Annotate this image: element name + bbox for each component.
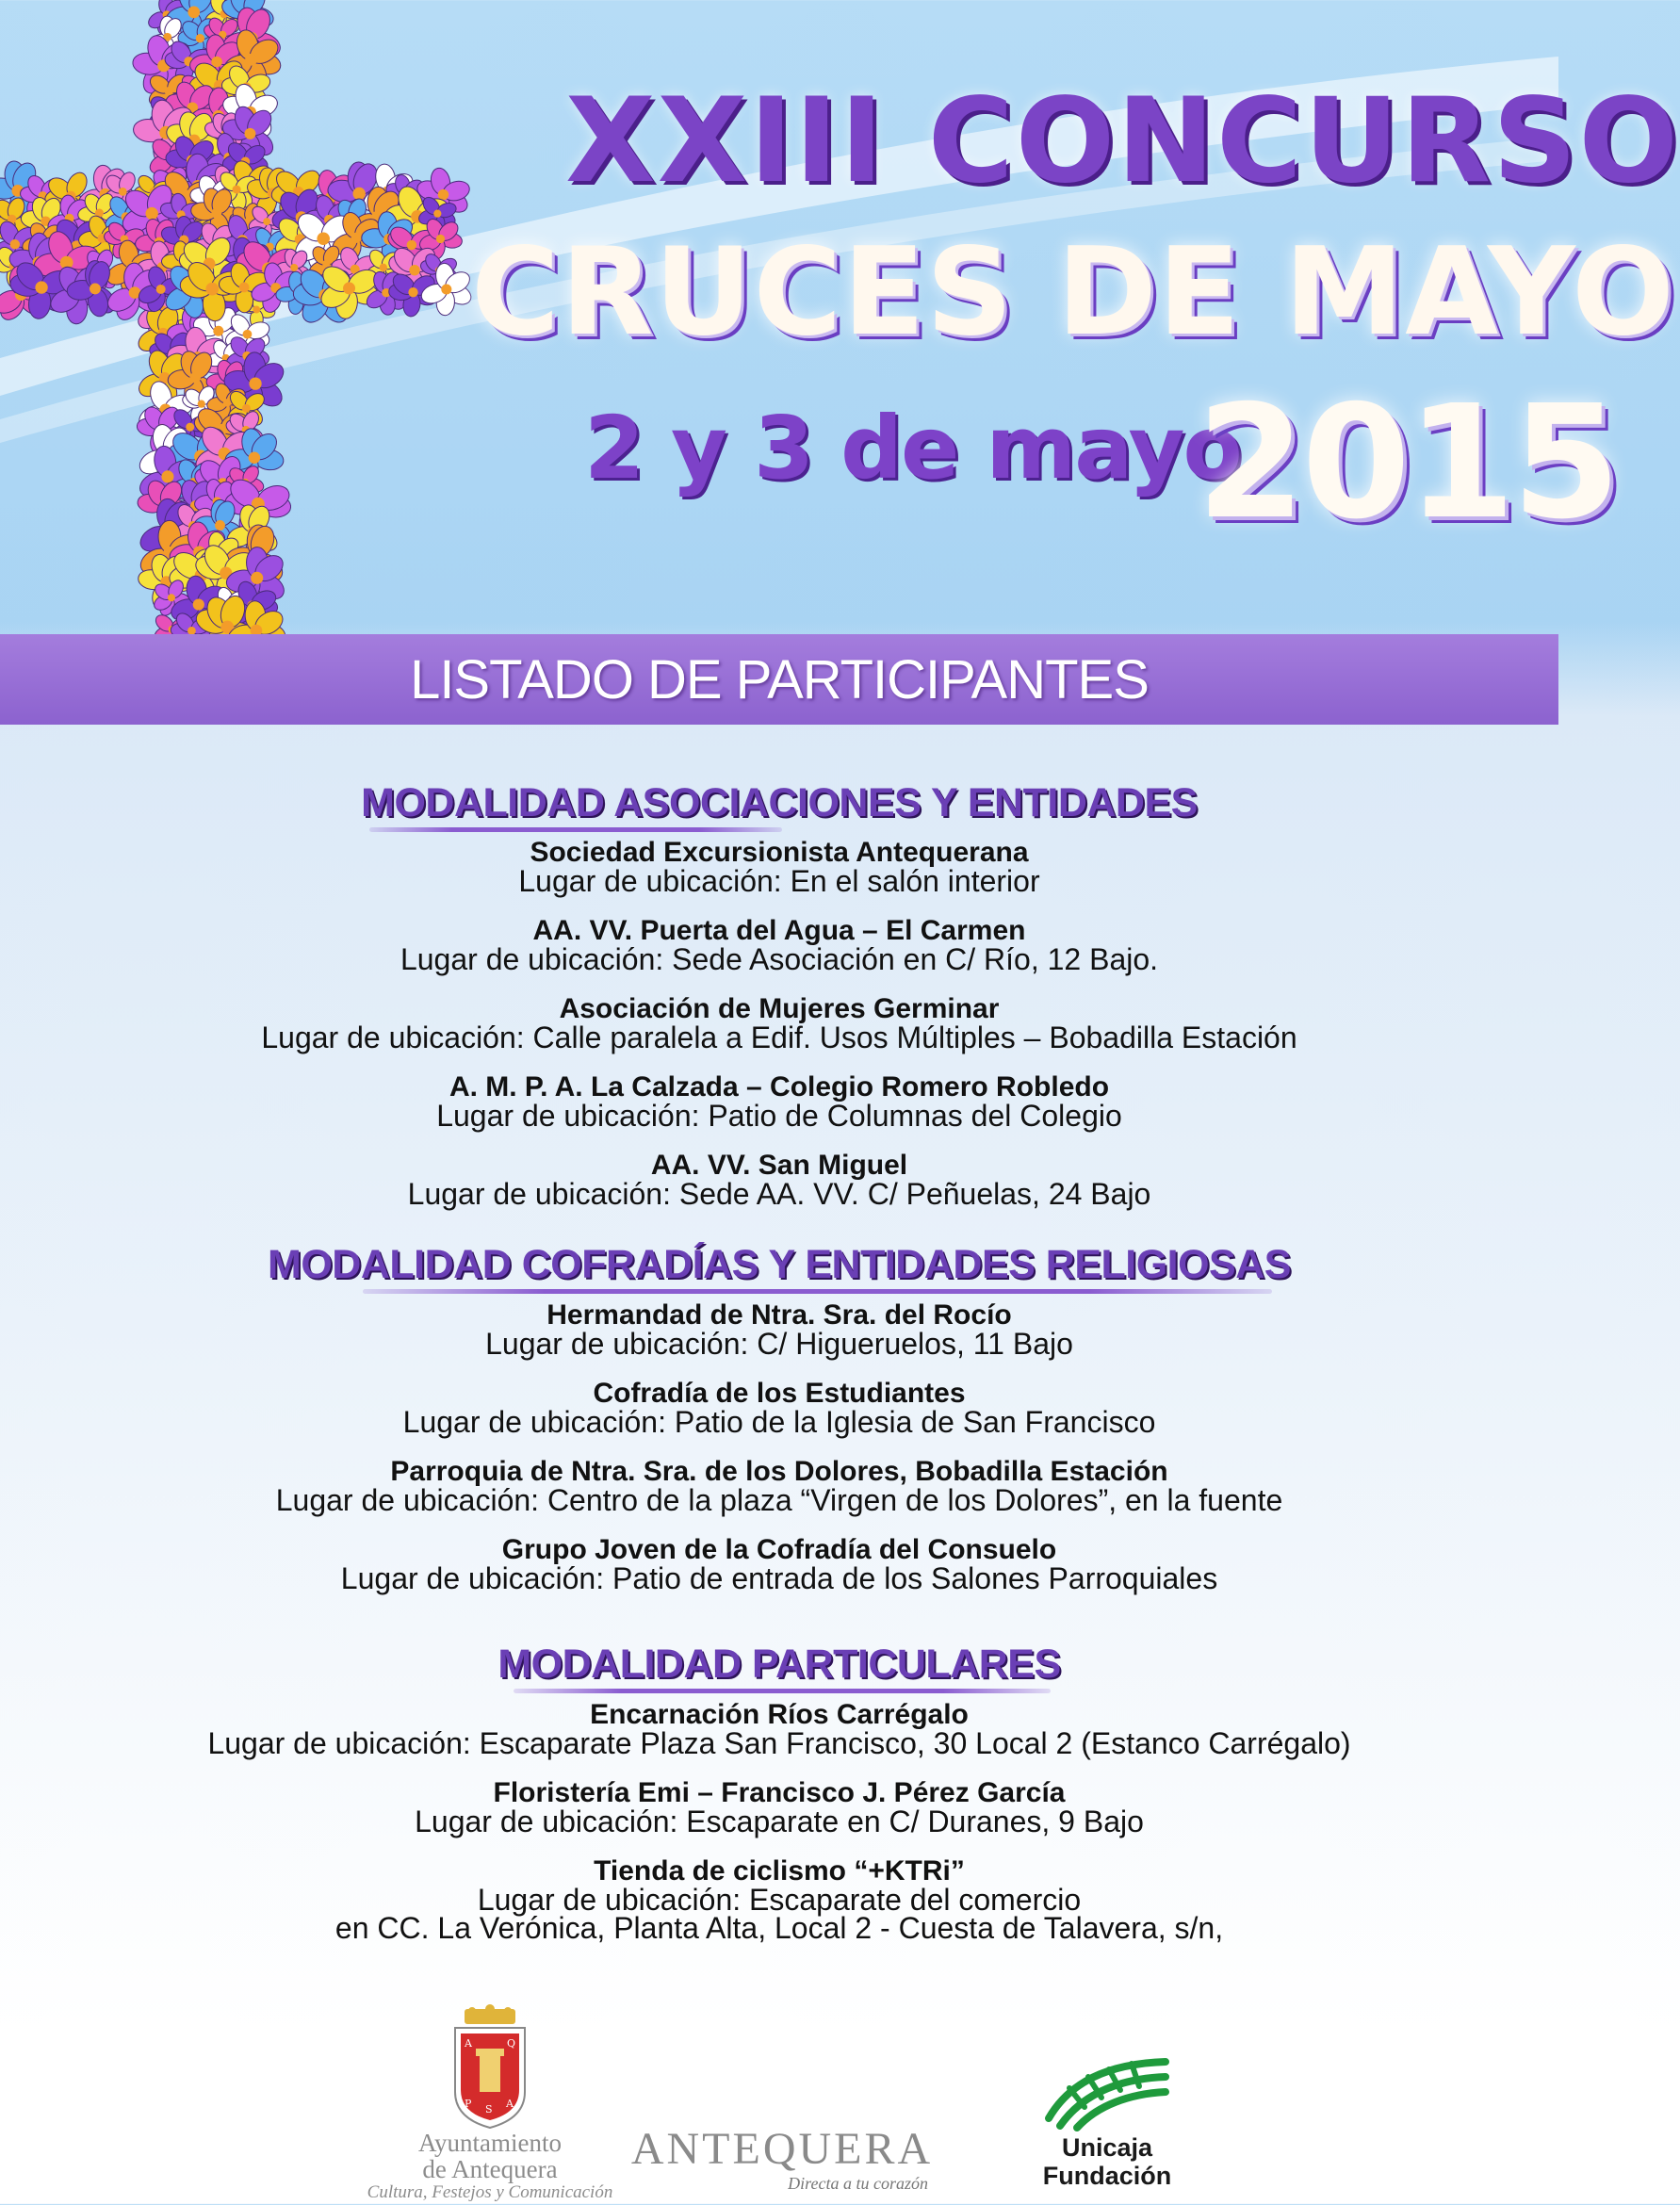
ayuntamiento-city: de Antequera [422, 2155, 558, 2183]
participant-location: Lugar de ubicación: Escaparate Plaza San Francisco, 30 Local 2 (Estanco Carrégalo) [207, 1726, 1351, 1760]
participant-name: Parroquia de Ntra. Sra. de los Dolores, Bobadilla Estación [390, 1456, 1168, 1487]
antequera-brand-logo [627, 2125, 938, 2200]
unicaja-wordmark: Unicaja [1061, 2133, 1153, 2162]
unicaja-symbol-icon [1041, 2045, 1173, 2130]
shield-letter: P [465, 2098, 472, 2110]
participant-name: Asociación de Mujeres Germinar [559, 993, 1000, 1024]
participant-entry [0, 1150, 1558, 1211]
antequera-wordmark: ANTEQUERA [630, 2124, 934, 2174]
section-heading: MODALIDAD COFRADÍAS Y ENTIDADES RELIGIOSAS [268, 1242, 1291, 1287]
participant-location: Lugar de ubicación: Sede Asociación en C/ Río, 12 Bajo. [400, 942, 1159, 976]
participant-location: Lugar de ubicación: Escaparate en C/ Duranes, 9 Bajo [415, 1805, 1144, 1838]
participant-location: Lugar de ubicación: En el salón interior [518, 864, 1040, 898]
section-underline [363, 1289, 1272, 1294]
participant-name: AA. VV. Puerta del Agua – El Carmen [532, 915, 1026, 946]
participant-location: Lugar de ubicación: Patio de la Iglesia de San Francisco [402, 1405, 1156, 1439]
participant-location: Lugar de ubicación: Escaparate del comercio [477, 1883, 1082, 1917]
section-heading: MODALIDAD ASOCIACIONES Y ENTIDADES [361, 780, 1198, 825]
participant-entry [0, 1779, 1558, 1836]
antequera-slogan: Directa a tu corazón [788, 2174, 928, 2193]
participant-entry [0, 1071, 1558, 1133]
participant-name: A. M. P. A. La Calzada – Colegio Romero Robledo [449, 1071, 1110, 1102]
ayuntamiento-logo [358, 2007, 622, 2205]
shield-letter: A [506, 2098, 514, 2110]
participant-location: Lugar de ubicación: Sede AA. VV. C/ Peñuelas, 24 Bajo [407, 1177, 1151, 1211]
participant-entry [0, 1299, 1558, 1361]
section-underline [369, 827, 782, 832]
ayuntamiento-department: Cultura, Festejos y Comunicación [367, 2182, 613, 2202]
shield-letter: S [485, 2103, 493, 2115]
participant-location: Lugar de ubicación: Patio de Columnas del Colegio [436, 1099, 1122, 1133]
event-year: 2015 [1197, 372, 1618, 554]
unicaja-fundacion-logo [1018, 2045, 1197, 2200]
participant-entry [0, 1456, 1558, 1517]
participant-name: Cofradía de los Estudiantes [593, 1378, 966, 1409]
participant-entry [0, 1855, 1558, 1945]
participant-name: Floristería Emi – Francisco J. Pérez García [493, 1777, 1066, 1808]
banner-label: LISTADO DE PARTICIPANTES [410, 648, 1149, 710]
unicaja-fundacion-label: Fundación [1042, 2162, 1172, 2190]
participant-name: Grupo Joven de la Cofradía del Consuelo [501, 1534, 1057, 1565]
participant-name: Tienda de ciclismo “+KTRi” [594, 1855, 965, 1886]
participant-entry [0, 1534, 1558, 1595]
participant-location: Lugar de ubicación: Centro de la plaza “Virgen de los Dolores”, en la fuente [275, 1483, 1283, 1517]
participant-name: Sociedad Excursionista Antequerana [530, 837, 1029, 868]
section-underline [514, 1689, 1051, 1693]
participant-location: Lugar de ubicación: C/ Higueruelos, 11 Bajo [485, 1327, 1073, 1361]
participant-entry [0, 1699, 1558, 1760]
coat-of-arms-icon [448, 2007, 532, 2130]
title-contest-number: XXIII CONCURSO [565, 74, 1680, 209]
participant-entry [0, 837, 1558, 898]
flower-cross-illustration [0, 0, 471, 641]
participant-location: Lugar de ubicación: Calle paralela a Edif. Usos Múltiples – Bobadilla Estación [261, 1021, 1297, 1054]
title-event-name: CRUCES DE MAYO [471, 222, 1675, 363]
shield-letter: Q [507, 2037, 516, 2050]
section-heading: MODALIDAD PARTICULARES [497, 1642, 1061, 1687]
participant-name: AA. VV. San Miguel [650, 1150, 908, 1181]
participant-name: Hermandad de Ntra. Sra. del Rocío [546, 1299, 1012, 1331]
event-dates: 2 y 3 de mayo [584, 398, 1241, 498]
ayuntamiento-name: Ayuntamiento [418, 2129, 562, 2157]
participant-location: Lugar de ubicación: Patio de entrada de los Salones Parroquiales [340, 1561, 1218, 1595]
participants-banner [0, 634, 1558, 725]
participant-entry [0, 915, 1558, 976]
participant-location: en CC. La Verónica, Planta Alta, Local 2 - Cuesta de Talavera, s/n, [334, 1911, 1224, 1945]
participant-entry [0, 1378, 1558, 1439]
participant-name: Encarnación Ríos Carrégalo [590, 1699, 969, 1730]
shield-letter: A [465, 2037, 472, 2050]
participant-entry [0, 995, 1558, 1052]
